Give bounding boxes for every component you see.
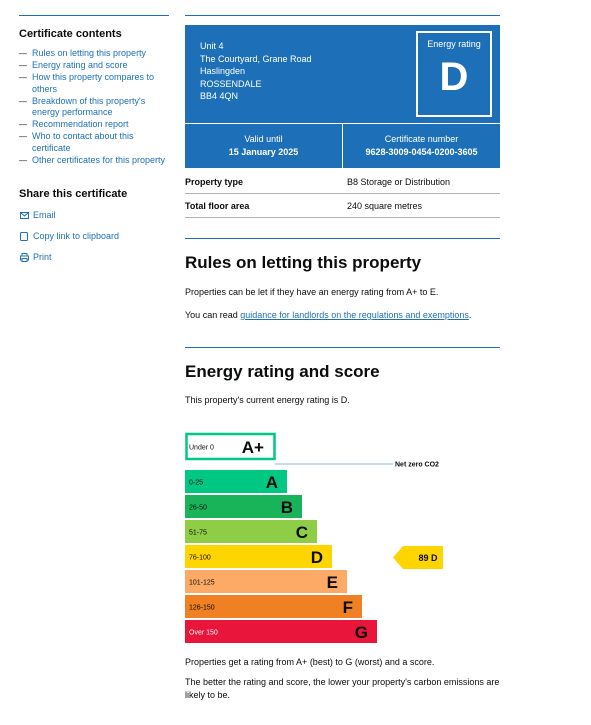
- top-rule: [185, 15, 500, 16]
- valid-until-value: 15 January 2025: [228, 147, 299, 157]
- current-rating-label: 89 D: [418, 553, 438, 563]
- rules-heading: Rules on letting this property: [185, 253, 422, 272]
- address-line: ROSSENDALE: [200, 78, 262, 89]
- envelope-icon: [19, 210, 29, 220]
- energy-rating-chart: [185, 432, 485, 647]
- printer-icon: [19, 252, 29, 262]
- share-title: Share this certificate: [19, 188, 128, 200]
- rating-band-letter: C: [295, 523, 308, 542]
- sidebar-rule: [19, 15, 169, 16]
- address-line: Haslingden: [200, 66, 246, 76]
- rating-band-range: 76-100: [189, 554, 211, 562]
- energy-rating-label: Energy rating: [427, 39, 481, 49]
- energy-footer-explanation: The better the rating and score, the lower your property's carbon emissions are likely to be.: [185, 677, 500, 700]
- share-print-label: Print: [33, 252, 52, 262]
- property-type-row: [185, 170, 500, 194]
- valid-until: [185, 124, 342, 168]
- share-email-label: Email: [33, 210, 56, 220]
- certificate-number-value: 9628-3009-0454-0200-3605: [365, 147, 478, 157]
- rating-band-letter: F: [342, 598, 353, 617]
- sidebar: [19, 0, 169, 273]
- rating-band-letter: B: [280, 498, 293, 517]
- toc-item-rules[interactable]: — Rules on letting this property: [19, 48, 169, 60]
- address-line: BB4 4QN: [200, 91, 239, 101]
- certificate-number: [342, 124, 500, 168]
- toc-item-contact[interactable]: — Who to contact about this certificate: [19, 131, 169, 154]
- copy-icon: [19, 231, 29, 241]
- rules-paragraph: Properties can be let if they have an energy rating from A+ to E.: [185, 287, 439, 297]
- toc-item-other-certificates[interactable]: — Other certificates for this property: [19, 155, 169, 167]
- share-email-link[interactable]: [19, 210, 169, 220]
- contents-title: Certificate contents: [19, 28, 122, 40]
- rating-band-range: 26-50: [189, 504, 207, 512]
- address-line: Unit 4: [200, 41, 224, 51]
- rating-band-letter: A: [265, 473, 278, 492]
- contents-list: [19, 48, 169, 166]
- energy-footer-scale: Properties get a rating from A+ (best) to G (worst) and a score.: [185, 657, 435, 667]
- energy-rating-box: [416, 31, 492, 117]
- share-print-link[interactable]: [19, 252, 169, 262]
- rating-band-range: 0-25: [189, 479, 204, 487]
- rating-band-letter: G: [354, 623, 368, 642]
- toc-item-energy-rating[interactable]: — Energy rating and score: [19, 60, 169, 72]
- energy-intro: This property's current energy rating is D.: [185, 395, 350, 405]
- energy-heading: Energy rating and score: [185, 362, 380, 381]
- main-content: [185, 0, 500, 407]
- rating-band-range: Under 0: [189, 444, 214, 452]
- rating-band-range: Over 150: [189, 629, 218, 637]
- floor-area-label: Total floor area: [185, 200, 250, 211]
- floor-area-row: [185, 194, 500, 218]
- guidance-link[interactable]: guidance for landlords on the regulations and exemptions: [240, 310, 469, 320]
- certificate-header: [185, 25, 500, 168]
- net-zero-label: Net zero CO2: [395, 461, 439, 469]
- energy-rating-letter: D: [439, 55, 469, 99]
- valid-until-label: Valid until: [244, 134, 283, 144]
- rating-band-letter: D: [310, 548, 323, 567]
- toc-item-breakdown[interactable]: — Breakdown of this property's energy performance: [19, 96, 169, 119]
- property-type-value: B8 Storage or Distribution: [347, 176, 451, 187]
- toc-item-compare[interactable]: — How this property compares to others: [19, 72, 169, 95]
- rating-band-range: 51-75: [189, 529, 207, 537]
- energy-footer: [185, 656, 500, 702]
- guidance-suffix: .: [468, 310, 472, 320]
- section-rule: [185, 238, 500, 239]
- rating-band-range: 126-150: [189, 604, 215, 612]
- section-rule: [185, 347, 500, 348]
- share-copy-link[interactable]: [19, 231, 169, 241]
- address-line: The Courtyard, Grane Road: [200, 53, 312, 64]
- toc-item-recommendations[interactable]: — Recommendation report: [19, 119, 169, 131]
- guidance-prefix: You can read: [185, 310, 241, 320]
- floor-area-value: 240 square metres: [347, 200, 423, 211]
- property-type-label: Property type: [185, 176, 244, 187]
- certificate-number-label: Certificate number: [384, 134, 459, 144]
- rating-band-letter: A+: [241, 438, 264, 457]
- rating-band-range: 101-125: [189, 579, 215, 587]
- share-copy-label: Copy link to clipboard: [33, 231, 120, 241]
- rules-guidance-paragraph: [185, 309, 500, 322]
- rating-band-letter: E: [326, 573, 338, 592]
